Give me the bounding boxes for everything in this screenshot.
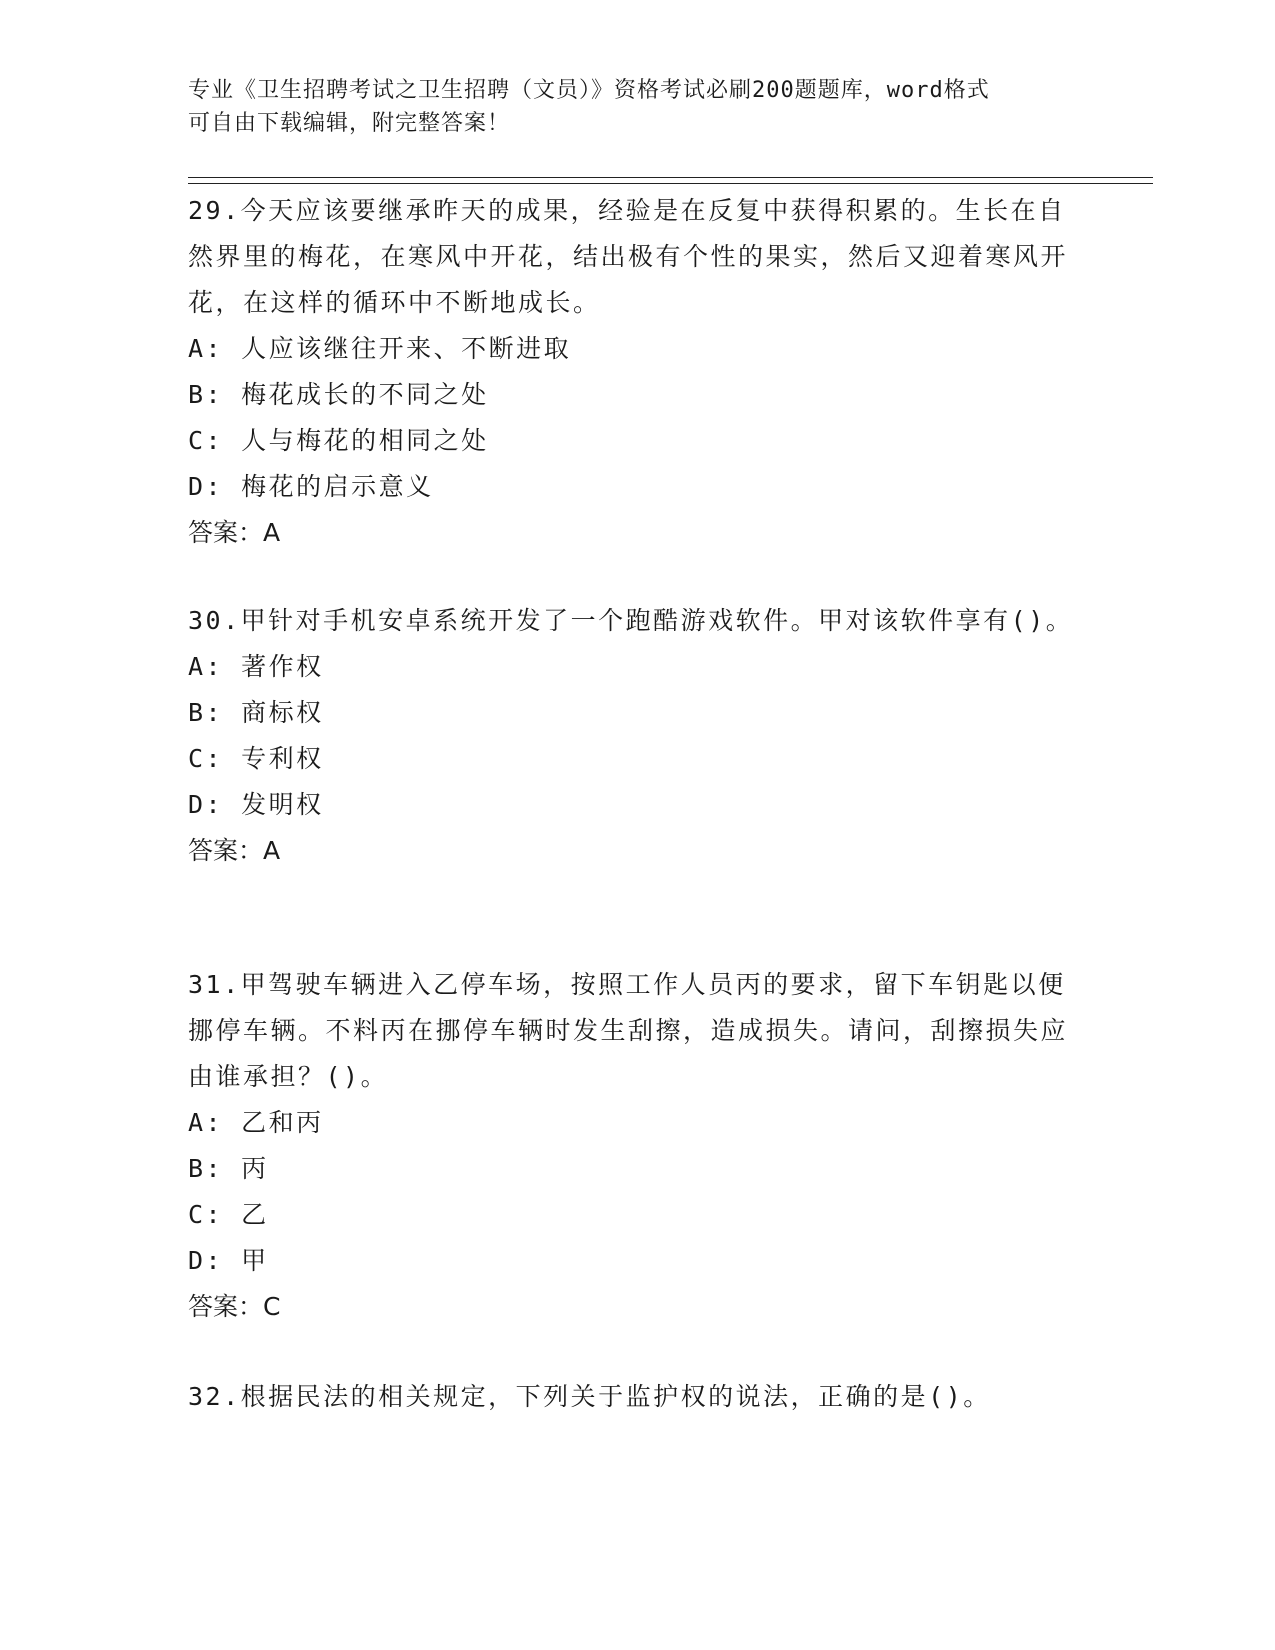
question-31 bbox=[188, 962, 1093, 1330]
option-text: 甲 bbox=[241, 1246, 269, 1275]
option-key: C: bbox=[188, 1200, 224, 1229]
option-a bbox=[188, 644, 1093, 690]
answer-line bbox=[188, 1284, 1093, 1330]
answer-line bbox=[188, 828, 1093, 874]
option-text: 发明权 bbox=[241, 790, 324, 819]
answer-label: 答案： bbox=[188, 836, 264, 865]
question-stem: 31.甲驾驶车辆进入乙停车场，按照工作人员丙的要求，留下车钥匙以便挪停车辆。不料丙在挪停车辆时发生刮擦，造成损失。请问，刮擦损失应由谁承担？()。 bbox=[188, 970, 1069, 1091]
option-text: 人与梅花的相同之处 bbox=[241, 426, 489, 455]
answer-line bbox=[188, 510, 1093, 556]
option-key: D: bbox=[188, 790, 224, 819]
question-29 bbox=[188, 188, 1093, 556]
option-key: A: bbox=[188, 1108, 224, 1137]
header-line-2: 可自由下载编辑，附完整答案！ bbox=[188, 111, 511, 136]
option-key: C: bbox=[188, 426, 224, 455]
answer-value: C bbox=[263, 1292, 281, 1321]
option-text: 丙 bbox=[241, 1154, 269, 1183]
option-text: 商标权 bbox=[241, 698, 324, 727]
option-text: 梅花成长的不同之处 bbox=[241, 380, 489, 409]
option-b bbox=[188, 372, 1093, 418]
option-key: A: bbox=[188, 652, 224, 681]
option-text: 专利权 bbox=[241, 744, 324, 773]
option-d bbox=[188, 782, 1093, 828]
answer-label: 答案： bbox=[188, 1292, 264, 1321]
option-key: B: bbox=[188, 1154, 224, 1183]
question-stem: 32.根据民法的相关规定，下列关于监护权的说法，正确的是()。 bbox=[188, 1382, 991, 1411]
option-a bbox=[188, 1100, 1093, 1146]
answer-label: 答案： bbox=[188, 518, 264, 547]
option-key: C: bbox=[188, 744, 224, 773]
option-c bbox=[188, 1192, 1093, 1238]
answer-value: A bbox=[263, 836, 281, 865]
option-key: B: bbox=[188, 698, 224, 727]
option-a bbox=[188, 326, 1093, 372]
option-c bbox=[188, 418, 1093, 464]
option-b bbox=[188, 690, 1093, 736]
option-key: A: bbox=[188, 334, 224, 363]
option-text: 人应该继往开来、不断进取 bbox=[241, 334, 572, 363]
answer-value: A bbox=[263, 518, 281, 547]
option-key: D: bbox=[188, 472, 224, 501]
option-text: 乙 bbox=[241, 1200, 269, 1229]
question-stem: 30.甲针对手机安卓系统开发了一个跑酷游戏软件。甲对该软件享有()。 bbox=[188, 606, 1074, 635]
question-stem: 29.今天应该要继承昨天的成果，经验是在反复中获得积累的。生长在自然界里的梅花，在寒风中开花，结出极有个性的果实，然后又迎着寒风开花，在这样的循环中不断地成长。 bbox=[188, 196, 1069, 317]
header-divider-bottom bbox=[188, 183, 1153, 184]
option-text: 梅花的启示意义 bbox=[241, 472, 434, 501]
header-line-1: 专业《卫生招聘考试之卫生招聘（文员）》资格考试必刷200题题库，word格式 bbox=[188, 78, 990, 103]
question-32 bbox=[188, 1374, 1093, 1420]
document-header bbox=[188, 74, 1088, 140]
option-key: B: bbox=[188, 380, 224, 409]
question-30 bbox=[188, 598, 1093, 874]
option-d bbox=[188, 1238, 1093, 1284]
option-c bbox=[188, 736, 1093, 782]
option-b bbox=[188, 1146, 1093, 1192]
option-text: 著作权 bbox=[241, 652, 324, 681]
option-d bbox=[188, 464, 1093, 510]
option-text: 乙和丙 bbox=[241, 1108, 324, 1137]
option-key: D: bbox=[188, 1246, 224, 1275]
header-divider-top bbox=[188, 177, 1153, 178]
